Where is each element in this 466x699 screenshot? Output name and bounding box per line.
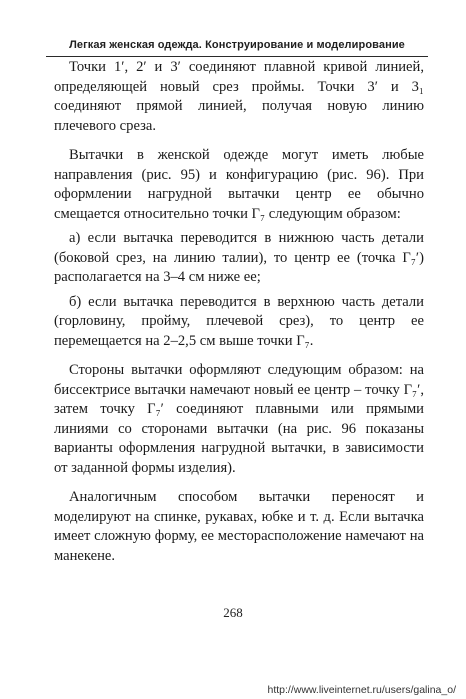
paragraph-analogous-method: Аналогичным способом вытачки переносят и моделируют на спинке, рукавах, юбке и т. д. Если вытачка имеет сложную форму, ее месторасположение намечают на манекене. (54, 489, 424, 564)
paragraph-item-a: а) если вытачка переводится в нижнюю часть детали (боковой срез, на линию талии), то центр ее (точка Г₇′) располагается на 3–4 см ниже ее; (54, 230, 424, 285)
paragraph-item-b: б) если вытачка переводится в верхнюю часть детали (горловину, пройму, плечевой срез), то центр ее перемещается на 2–2,5 см выше точки Г₇. (54, 293, 424, 349)
running-header: Легкая женская одежда. Конструирование и моделирование (69, 39, 405, 51)
paragraph-dart-sides: Стороны вытачки оформляют следующим образом: на биссектрисе вытачки намечают новый ее центр – точку Г₇′, затем точку Г₇′ соединяют плавными или прямыми линиями со сторонами вытачки (на рис. 96 показаны варианты оформления нагрудной вытачки, в зависимости от заданной формы изделия). (54, 362, 424, 476)
paragraph-new-armhole: Точки 1′, 2′ и 3′ соединяют плавной кривой линией, определяющей новый срез проймы. Точки 3′ и 3₁ соединяют прямой линией, получая новую линию плечевого среза. (54, 59, 424, 134)
paragraph-dart-directions: Вытачки в женской одежде могут иметь любые направления (рис. 95) и конфигурацию (рис. 96). При оформлении нагрудной вытачки центр ее обычно смещается относительно точки Г₇ следующим образом: (54, 147, 424, 222)
page-body (54, 58, 424, 571)
page-number: 268 (223, 605, 243, 620)
header-rule (46, 56, 428, 57)
watermark-url: http://www.liveinternet.ru/users/galina_o/ (267, 684, 456, 696)
